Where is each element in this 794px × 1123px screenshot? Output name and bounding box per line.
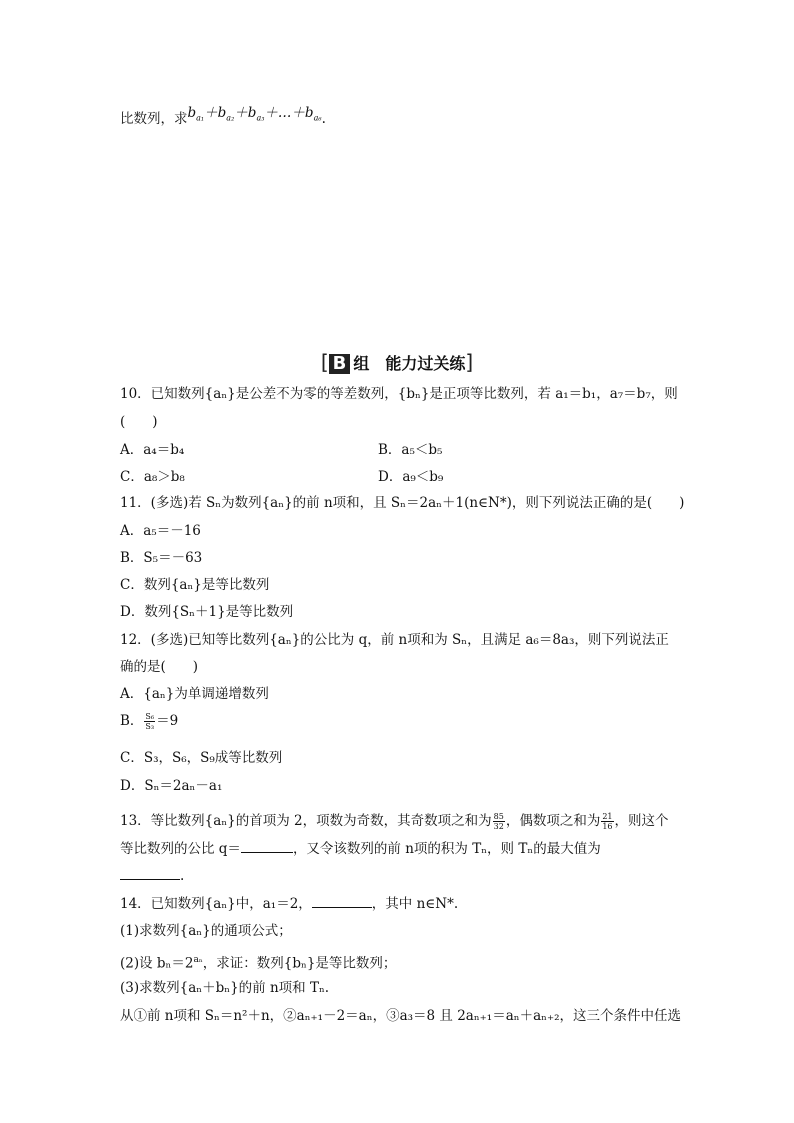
q12-option-c: C．S₃，S₆，S₉成等比数列 <box>120 750 283 766</box>
q14-stem: 14．已知数列{aₙ}中，a₁＝2， ，其中 n∈N*. <box>120 896 459 912</box>
q10-option-a: A．a₄＝b₄ <box>120 442 185 458</box>
q11-stem: 11．(多选)若 Sₙ为数列{aₙ}的前 n项和，且 Sₙ＝2aₙ＋1(n∈N*)，则下列说法正确的是( ) <box>120 495 685 511</box>
q13-line1: 13．等比数列{aₙ}的首项为 2，项数为奇数，其奇数项之和为 $\frac{85}{32}$ ，偶数项之和为 $\frac{21}{16}$ ，则这个 <box>120 812 669 831</box>
q11-option-d: D．数列{Sₙ＋1}是等比数列 <box>120 604 294 620</box>
intro-term-3: a₃ <box>256 113 265 123</box>
q12-fraction: $\frac{\text{S₆}}{\text{S₃}}$ <box>145 712 155 731</box>
intro-prefix: 比数列，求 <box>120 111 188 127</box>
q11-option-b: B．S₅＝－63 <box>120 550 203 566</box>
q14-conditions: 从①前 n项和 Sₙ＝n²＋n，②aₙ₊₁－2＝aₙ，③a₃＝8 且 2aₙ₊₁＝aₙ＋aₙ₊₂，这三个条件中任选 <box>120 1008 682 1024</box>
q13-fraction-odd: $\frac{85}{32}$ <box>493 812 504 831</box>
intro-term-6: a₆ <box>313 113 322 123</box>
intro-ellipsis: … <box>277 105 292 121</box>
q10-option-d: D．a₉＜b₉ <box>378 469 444 485</box>
q11-option-a: A．a₅＝－16 <box>120 523 201 539</box>
section-title: 组 能力过关练 <box>353 354 466 373</box>
q13-blank-max[interactable] <box>120 867 180 880</box>
q13-blank-q[interactable] <box>241 840 293 853</box>
intro-term-1: a₁ <box>196 113 205 123</box>
q13-line2: 等比数列的公比 q＝ ，又令该数列的前 n项的积为 Tₙ，则 Tₙ的最大值为 <box>120 841 601 857</box>
q12-option-a: A．{aₙ}为单调递增数列 <box>120 686 269 702</box>
q14-part1: (1)求数列{aₙ}的通项公式； <box>120 923 292 939</box>
q14-part3: (3)求数列{aₙ＋bₙ}的前 n项和 Tₙ. <box>120 980 330 996</box>
section-header: [ B 组 能力过关练] <box>320 350 474 374</box>
q10-option-c: C．a₈＞b₈ <box>120 469 185 485</box>
q14-part2: (2)设 $b_n=2^{a_n}$，求证：数列{bₙ}是等比数列； <box>120 955 397 972</box>
q12-option-b: B． $\frac{\text{S₆}}{\text{S₃}}$ ＝9 <box>120 712 179 731</box>
q12-option-d: D．Sₙ＝2aₙ－a₁ <box>120 778 223 794</box>
q12-line1: 12．(多选)已知等比数列{aₙ}的公比为 q，前 n项和为 Sₙ，且满足 a₆＝8a₃，则下列说法正 <box>120 632 669 648</box>
q14-blank-condition[interactable] <box>312 895 372 908</box>
section-letter-badge: B <box>329 354 351 374</box>
intro-suffix: . <box>321 111 326 127</box>
q12-line2: 确的是( ) <box>120 659 199 675</box>
q13-line3: . <box>120 867 184 885</box>
intro-line: 比数列，求$b_{a_1}+b_{a_2}+b_{a_3}+\dots+b_{a_6}$. <box>120 105 326 127</box>
q10-line1: 10．已知数列{aₙ}是公差不为零的等差数列，{bₙ}是正项等比数列，若 a₁＝b₁，a₇＝b₇，则 <box>120 386 678 402</box>
intro-term-2: a₂ <box>226 113 235 123</box>
q10-line2: ( ) <box>120 414 158 430</box>
q11-option-c: C．数列{aₙ}是等比数列 <box>120 577 270 593</box>
q13-fraction-even: $\frac{21}{16}$ <box>602 812 613 831</box>
q10-option-b: B．a₅＜b₅ <box>378 442 443 458</box>
